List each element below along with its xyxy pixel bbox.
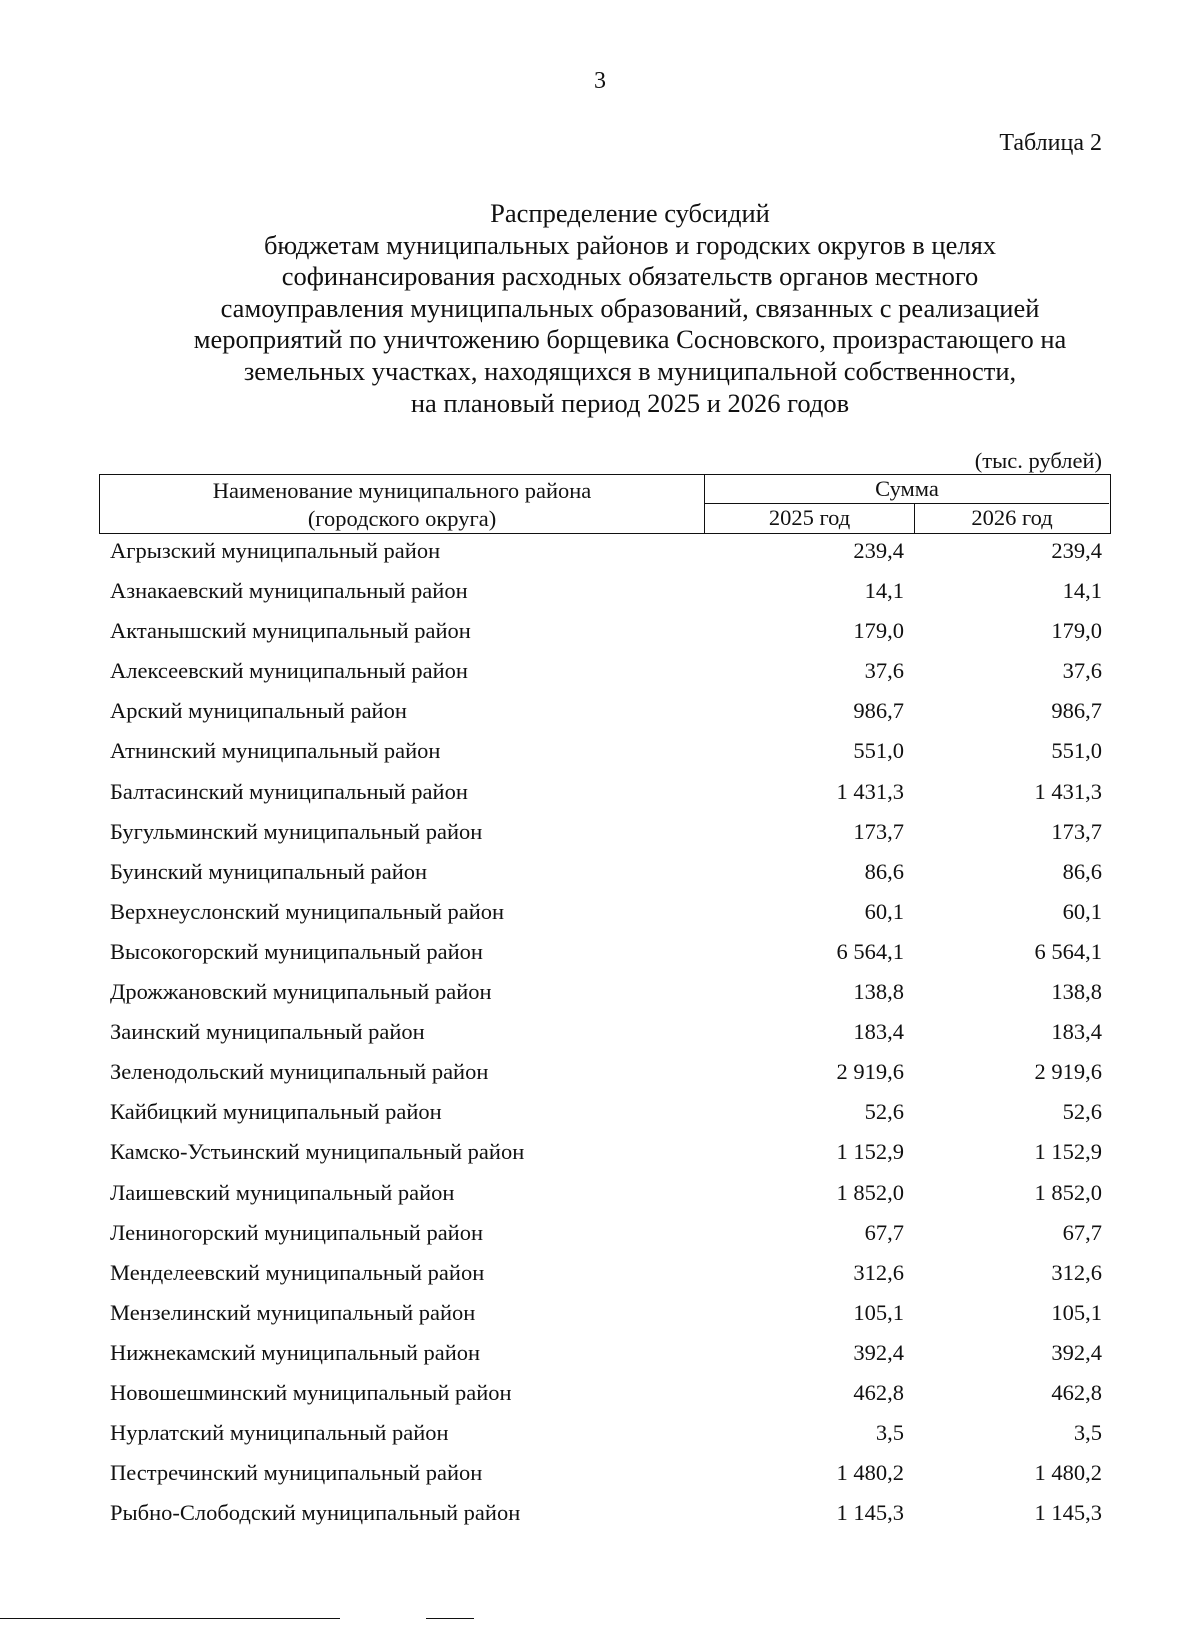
row-value-2026: 60,1	[1062, 898, 1102, 924]
row-value-2025: 1 145,3	[836, 1500, 904, 1526]
table-row	[0, 614, 1200, 654]
row-value-2026: 37,6	[1062, 658, 1102, 684]
row-name: Дрожжановский муниципальный район	[110, 979, 492, 1005]
table-row	[0, 534, 1200, 574]
row-value-2026: 173,7	[1051, 818, 1102, 844]
row-value-2025: 86,6	[864, 858, 904, 884]
row-name: Зеленодольский муниципальный район	[110, 1059, 489, 1085]
row-value-2025: 14,1	[864, 578, 904, 604]
table-row	[0, 1456, 1200, 1496]
row-value-2026: 551,0	[1051, 738, 1102, 764]
table-row	[0, 815, 1200, 855]
table-row	[0, 734, 1200, 774]
title-line: земельных участках, находящихся в муниципальной собственности,	[243, 355, 1017, 386]
row-value-2026: 1 852,0	[1034, 1179, 1102, 1205]
footnote-divider-short	[426, 1618, 474, 1619]
row-name: Атнинский муниципальный район	[110, 738, 441, 764]
table-row	[0, 694, 1200, 734]
row-value-2026: 312,6	[1051, 1259, 1102, 1285]
header-name-line2: (городского округа)	[307, 506, 497, 531]
table-row	[0, 1416, 1200, 1456]
table-row	[0, 654, 1200, 694]
row-value-2025: 551,0	[853, 738, 904, 764]
row-value-2025: 173,7	[853, 818, 904, 844]
row-value-2026: 86,6	[1062, 858, 1102, 884]
table-row	[0, 1336, 1200, 1376]
row-value-2025: 392,4	[853, 1339, 904, 1365]
header-year-2025: 2025 год	[705, 504, 915, 533]
row-value-2025: 1 480,2	[836, 1460, 904, 1486]
row-value-2025: 1 152,9	[836, 1139, 904, 1165]
table-row	[0, 895, 1200, 935]
row-value-2026: 986,7	[1051, 698, 1102, 724]
row-value-2025: 37,6	[864, 658, 904, 684]
row-name: Арский муниципальный район	[110, 698, 407, 724]
row-value-2025: 105,1	[853, 1299, 904, 1325]
row-name: Агрызский муниципальный район	[110, 538, 441, 563]
row-name: Кайбицкий муниципальный район	[110, 1099, 442, 1125]
row-name: Алексеевский муниципальный район	[110, 658, 468, 684]
table-header	[99, 474, 1111, 534]
title-line: на плановый период 2025 и 2026 годов	[410, 387, 850, 418]
title-line: мероприятий по уничтожению борщевика Сосновского, произрастающего на	[193, 324, 1067, 355]
row-value-2026: 1 480,2	[1034, 1460, 1102, 1486]
row-name: Высокогорский муниципальный район	[110, 938, 483, 964]
row-name: Камско-Устьинский муниципальный район	[110, 1139, 525, 1165]
table-row	[0, 1216, 1200, 1256]
row-name: Мензелинский муниципальный район	[110, 1299, 476, 1325]
row-value-2025: 67,7	[864, 1219, 904, 1245]
row-value-2026: 1 145,3	[1034, 1500, 1102, 1526]
row-name: Балтасинский муниципальный район	[110, 778, 468, 804]
row-value-2026: 14,1	[1062, 578, 1102, 604]
row-value-2026: 67,7	[1062, 1219, 1102, 1245]
row-name: Новошешминский муниципальный район	[110, 1379, 512, 1405]
table-row	[0, 775, 1200, 815]
row-value-2025: 312,6	[853, 1259, 904, 1285]
table-row	[0, 1055, 1200, 1095]
document-title	[100, 198, 1160, 419]
units-label: (тыс. рублей)	[974, 448, 1102, 473]
row-name: Менделеевский муниципальный район	[110, 1259, 485, 1285]
header-name-cell	[100, 475, 705, 533]
row-value-2026: 105,1	[1051, 1299, 1102, 1325]
row-value-2025: 183,4	[853, 1019, 904, 1045]
row-name: Лениногорский муниципальный район	[110, 1219, 484, 1245]
row-name: Пестречинский муниципальный район	[110, 1460, 483, 1486]
table-row	[0, 855, 1200, 895]
row-value-2026: 52,6	[1062, 1099, 1102, 1125]
title-line: бюджетам муниципальных районов и городских округов в целях	[263, 229, 997, 260]
header-name-line1: Наименование муниципального района	[212, 478, 592, 503]
table-row	[0, 935, 1200, 975]
row-value-2025: 2 919,6	[836, 1059, 904, 1085]
row-name: Буинский муниципальный район	[110, 858, 428, 884]
row-name: Нижнекамский муниципальный район	[110, 1339, 481, 1365]
row-name: Нурлатский муниципальный район	[110, 1420, 449, 1446]
row-value-2025: 462,8	[853, 1379, 904, 1405]
row-name: Заинский муниципальный район	[110, 1019, 425, 1045]
table-row	[0, 975, 1200, 1015]
row-value-2026: 1 431,3	[1034, 778, 1102, 804]
title-line: самоуправления муниципальных образований, связанных с реализацией	[220, 292, 1040, 323]
row-name: Лаишевский муниципальный район	[110, 1179, 455, 1205]
row-value-2026: 3,5	[1073, 1420, 1102, 1446]
header-sum-cell: Сумма	[705, 475, 1109, 504]
row-value-2026: 392,4	[1051, 1339, 1102, 1365]
row-value-2025: 60,1	[864, 898, 904, 924]
table-row	[0, 1296, 1200, 1336]
row-value-2026: 2 919,6	[1034, 1059, 1102, 1085]
table-row	[0, 1095, 1200, 1135]
row-value-2025: 1 852,0	[836, 1179, 904, 1205]
row-value-2025: 239,4	[853, 538, 904, 563]
table-row	[0, 1256, 1200, 1296]
row-value-2025: 138,8	[853, 979, 904, 1005]
row-value-2025: 179,0	[853, 618, 904, 644]
row-name: Актанышский муниципальный район	[110, 618, 471, 644]
row-name: Азнакаевский муниципальный район	[110, 578, 468, 604]
row-value-2026: 179,0	[1051, 618, 1102, 644]
table-body	[0, 534, 1200, 1536]
table-row	[0, 1015, 1200, 1055]
row-value-2025: 6 564,1	[836, 938, 904, 964]
row-name: Верхнеуслонский муниципальный район	[110, 898, 505, 924]
title-line: софинансирования расходных обязательств органов местного	[281, 261, 979, 292]
header-year-2026: 2026 год	[971, 505, 1053, 530]
table-row	[0, 1376, 1200, 1416]
table-label: Таблица 2	[999, 130, 1102, 156]
row-value-2026: 6 564,1	[1034, 938, 1102, 964]
footnote-divider	[0, 1618, 340, 1619]
row-value-2026: 239,4	[1051, 538, 1102, 563]
row-value-2025: 986,7	[853, 698, 904, 724]
row-value-2026: 462,8	[1051, 1379, 1102, 1405]
row-value-2026: 1 152,9	[1034, 1139, 1102, 1165]
table-row	[0, 1135, 1200, 1175]
row-value-2026: 138,8	[1051, 979, 1102, 1005]
row-value-2026: 183,4	[1051, 1019, 1102, 1045]
page-number: 3	[594, 68, 606, 94]
table-row	[0, 574, 1200, 614]
title-line: Распределение субсидий	[490, 198, 770, 228]
table-row	[0, 1176, 1200, 1216]
row-name: Рыбно-Слободский муниципальный район	[110, 1500, 521, 1526]
row-value-2025: 1 431,3	[836, 778, 904, 804]
table-row	[0, 1496, 1200, 1536]
row-value-2025: 52,6	[864, 1099, 904, 1125]
row-value-2025: 3,5	[875, 1420, 904, 1446]
row-name: Бугульминский муниципальный район	[110, 818, 483, 844]
